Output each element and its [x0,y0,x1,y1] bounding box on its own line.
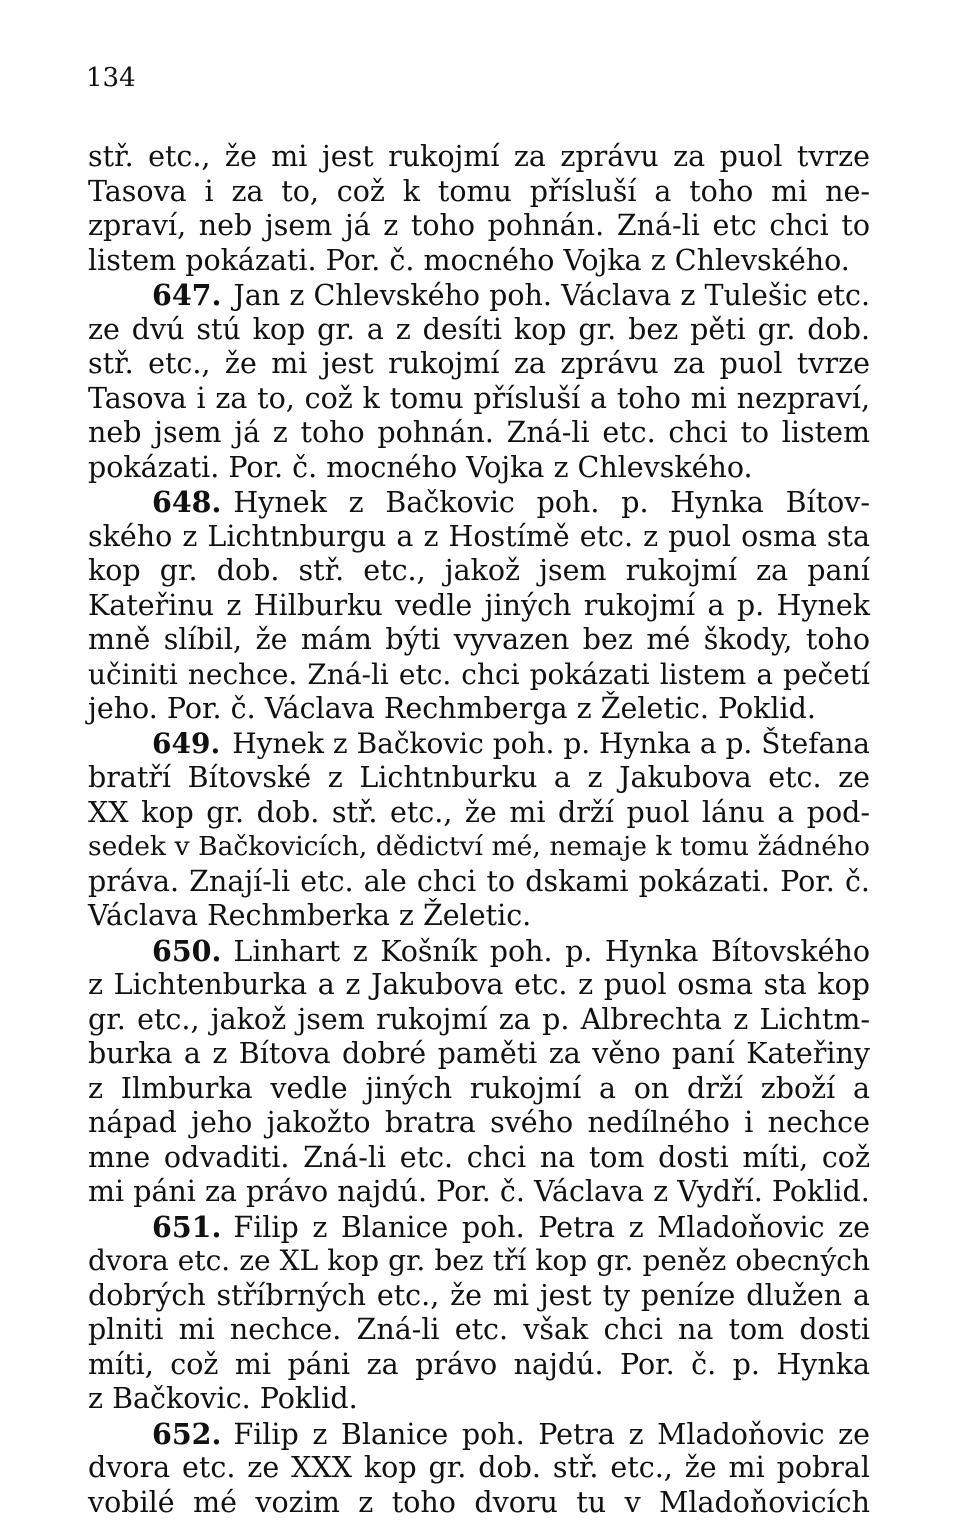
entry-number: 651. [152,1210,222,1244]
line-text: z Lichtenburka a z Jakubova etc. z puol osma sta kop [88,968,870,1001]
line-text: učiniti nechce. Zná-li etc. chci pokázati listem a pečetí [88,658,870,691]
text-line [88,209,870,243]
text-line [88,1141,870,1175]
entry-number: 650. [152,934,222,968]
entry-number: 649. [152,727,221,760]
text-line [88,520,870,554]
line-text: listem pokázati. Por. č. mocného Vojka z Chlevského. [88,244,850,277]
entry-number: 652. [152,1417,222,1451]
text-line [88,899,870,933]
entry-first-line [152,278,870,313]
line-text: Hynek z Bačkovic poh. p. Hynka a p. Štefana [232,727,870,760]
text-line [88,623,870,657]
entry-number: 648. [152,485,222,519]
text-line [88,175,870,209]
line-text: dobrých stříbrných etc., že mi jest ty peníze dlužen a [88,1279,870,1312]
page-number: 134 [86,63,136,93]
line-text: stř. etc., že mi jest rukojmí za zprávu za puol tvrze [88,347,870,380]
line-text: kop gr. dob. stř. etc., jakož jsem rukojmí za paní [88,554,870,587]
entry-first-line [152,1210,870,1245]
text-line [88,692,870,726]
line-text: XX kop gr. dob. stř. etc., že mi drží puol lánu a pod- [88,796,870,829]
line-text: neb jsem já z toho pohnán. Zná-li etc. chci to listem [88,416,870,449]
text-line [88,658,870,692]
line-text: vobilé mé vozim z toho dvoru tu v Mladoňovicích [88,1486,870,1519]
line-text: Filip z Blanice poh. Petra z Mladoňovic ze [233,1418,870,1451]
line-text: práva. Znají-li etc. ale chci to dskami pokázati. Por. č. [88,865,870,898]
text-line [88,589,870,623]
line-text: z Bačkovic. Poklid. [88,1382,358,1415]
text-line [88,1244,870,1278]
text-line [88,830,870,864]
line-text: ského z Lichtnburgu a z Hostímě etc. z puol osma sta [88,520,870,553]
text-line [88,1279,870,1313]
line-text: z Ilmburka vedle jiných rukojmí a on drží zboží a [88,1072,870,1105]
text-line [88,347,870,381]
line-text: Hynek z Bačkovic poh. p. Hynka Bítov- [233,486,870,519]
text-line [88,1003,870,1037]
text-line [88,1382,870,1416]
text-line [88,1348,870,1382]
line-text: sedek v Bačkovicích, dědictví mé, nemaje k tomu žádného [88,831,870,862]
line-text: Tasova i za to, což k tomu přísluší a toho mi ne- [88,175,870,208]
text-line [88,140,870,174]
line-text: bratří Bítovské z Lichtnburku a z Jakubova etc. ze [88,761,870,794]
text-line [88,1451,870,1485]
text-line [88,1313,870,1347]
line-text: mne odvaditi. Zná-li etc. chci na tom dosti míti, což [88,1141,870,1174]
line-text: dvora etc. ze XL kop gr. bez tří kop gr. peněz obecných [88,1244,870,1277]
entry-first-line [152,485,870,520]
entry-number: 647. [152,278,222,312]
line-text: míti, což mi páni za právo najdú. Por. č. p. Hynka [88,1348,870,1381]
line-text: burka a z Bítova dobré paměti za věno paní Kateřiny [88,1037,870,1070]
text-line [88,1175,870,1209]
line-text: nápad jeho jakožto bratra svého nedílného i nechce [88,1106,870,1139]
text-line [88,451,870,485]
line-text: pokázati. Por. č. mocného Vojka z Chlevského. [88,451,753,484]
text-line [88,554,870,588]
text-line [88,761,870,795]
entry-first-line [152,727,870,761]
text-line [88,382,870,416]
line-text: Václava Rechmberka z Želetic. [88,899,532,932]
text-line [88,1072,870,1106]
text-line [88,1106,870,1140]
text-line [88,416,870,450]
text-line [88,796,870,830]
line-text: zpraví, neb jsem já z toho pohnán. Zná-li etc chci to [88,209,870,242]
line-text: Tasova i za to, což k tomu přísluší a toho mi nezpraví, [88,382,870,415]
text-line [88,968,870,1002]
line-text: Linhart z Košník poh. p. Hynka Bítovského [233,935,870,968]
line-text: Filip z Blanice poh. Petra z Mladoňovic ze [233,1211,870,1244]
line-text: mi páni za právo najdú. Por. č. Václava z Vydří. Poklid. [88,1175,870,1208]
line-text: Kateřinu z Hilburku vedle jiných rukojmí a p. Hynek [88,589,870,622]
text-line [88,1037,870,1071]
line-text: jeho. Por. č. Václava Rechmberga z Želetic. Poklid. [88,692,816,725]
line-text: gr. etc., jakož jsem rukojmí za p. Albrechta z Lichtm- [88,1003,870,1036]
line-text: ze dvú stú kop gr. a z desíti kop gr. bez pěti gr. dob. [88,313,870,346]
line-text: dvora etc. ze XXX kop gr. dob. stř. etc., že mi pobral [88,1451,870,1484]
line-text: Jan z Chlevského poh. Václava z Tulešic etc. [233,279,870,312]
line-text: stř. etc., že mi jest rukojmí za zprávu za puol tvrze [88,140,870,173]
text-line [88,1486,870,1520]
line-text: mně slíbil, že mám býti vyvazen bez mé škody, toho [88,623,870,656]
text-line [88,313,870,347]
text-line [88,244,870,278]
text-line [88,865,870,899]
line-text: plniti mi nechce. Zná-li etc. však chci na tom dosti [88,1313,870,1346]
entry-first-line [152,1417,870,1452]
entry-first-line [152,934,870,969]
